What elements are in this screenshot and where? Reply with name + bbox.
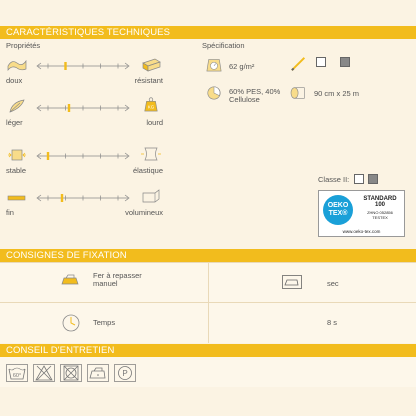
scale-left-label: fin [6, 208, 14, 217]
no-bleach-icon [33, 364, 55, 382]
thick-fabric-icon [140, 188, 162, 204]
classe-swatch-white [354, 174, 364, 184]
care-icons-row [0, 357, 416, 387]
fixation-label-time: Temps [93, 318, 116, 327]
oekotex-code: ZHNO 052856 [367, 210, 393, 215]
stable-fabric-icon [6, 147, 28, 163]
properties-title: Propriétés [6, 41, 41, 50]
oekotex-institute: TESTEX [372, 215, 388, 220]
oekotex-standard: STANDARD [363, 196, 397, 202]
wash-60-icon [6, 364, 28, 382]
svg-text:KG: KG [147, 104, 155, 110]
clock-icon [61, 313, 81, 333]
scale-right-label: élastique [132, 166, 163, 175]
fixation-label-iron: Fer à repasser manuel [93, 271, 142, 288]
fixation-value-time: 8 s [327, 318, 338, 327]
fixation-value-iron: sec [327, 279, 339, 288]
iron-icon [282, 275, 302, 289]
property-scale-line [36, 62, 130, 70]
thin-fabric-icon [6, 190, 28, 206]
soft-fabric-icon [6, 56, 28, 72]
svg-text:60°: 60° [12, 373, 22, 379]
oekotex-brand-top: OEKO [327, 202, 349, 209]
elastic-fabric-icon [140, 146, 162, 162]
property-scale-line [36, 194, 130, 202]
fixation-row-time [0, 302, 416, 343]
color-swatch-grey [340, 57, 350, 67]
no-tumble-dry-icon [60, 364, 82, 382]
classe-swatch-grey [368, 174, 378, 184]
property-scale-marker [61, 194, 63, 202]
roll-icon [288, 85, 310, 101]
sturdy-fabric-icon [140, 56, 162, 72]
weight-kg-icon [140, 96, 162, 112]
scale-right-label: volumineux [125, 208, 163, 217]
scale-right-label: résistant [134, 76, 163, 85]
property-scale-marker [64, 62, 66, 70]
iron-low-icon [87, 364, 109, 382]
oekotex-badge [318, 190, 405, 237]
oekotex-number: 100 [374, 202, 385, 208]
property-scale-marker [68, 104, 70, 112]
section-header-fixation: CONSIGNES DE FIXATION [0, 249, 416, 262]
classe-label: Classe II: [318, 175, 350, 184]
oekotex-brand-bottom: TEX® [328, 210, 348, 217]
iron-manual-icon [60, 273, 82, 287]
scale-weight-icon [203, 56, 225, 72]
spec-composition: 60% PES, 40% Cellulose [229, 87, 281, 104]
property-scale-line [36, 104, 130, 112]
dry-clean-p-icon [114, 364, 136, 382]
section-header-care: CONSEIL D'ENTRETIEN [0, 344, 416, 357]
section-header-technical: CARACTÉRISTIQUES TECHNIQUES [0, 26, 416, 39]
scale-left-label: stable [6, 166, 27, 175]
oekotex-url: www.oeko-tex.com [342, 229, 381, 234]
spec-weight: 62 g/m² [229, 62, 255, 71]
feather-icon [6, 98, 28, 114]
scale-right-label: lourd [146, 118, 163, 127]
oekotex-logo [323, 195, 353, 225]
svg-text:P: P [122, 369, 128, 378]
pencil-icon [288, 56, 310, 72]
scale-left-label: léger [6, 118, 23, 127]
spec-size: 90 cm x 25 m [314, 89, 360, 98]
fixation-row-iron [0, 262, 416, 303]
property-scale-line [36, 152, 130, 160]
scale-left-label: doux [6, 76, 23, 85]
property-scale-marker [47, 152, 49, 160]
composition-pie-icon [203, 85, 225, 101]
specification-title: Spécification [202, 41, 245, 50]
color-swatch-white [316, 57, 326, 67]
